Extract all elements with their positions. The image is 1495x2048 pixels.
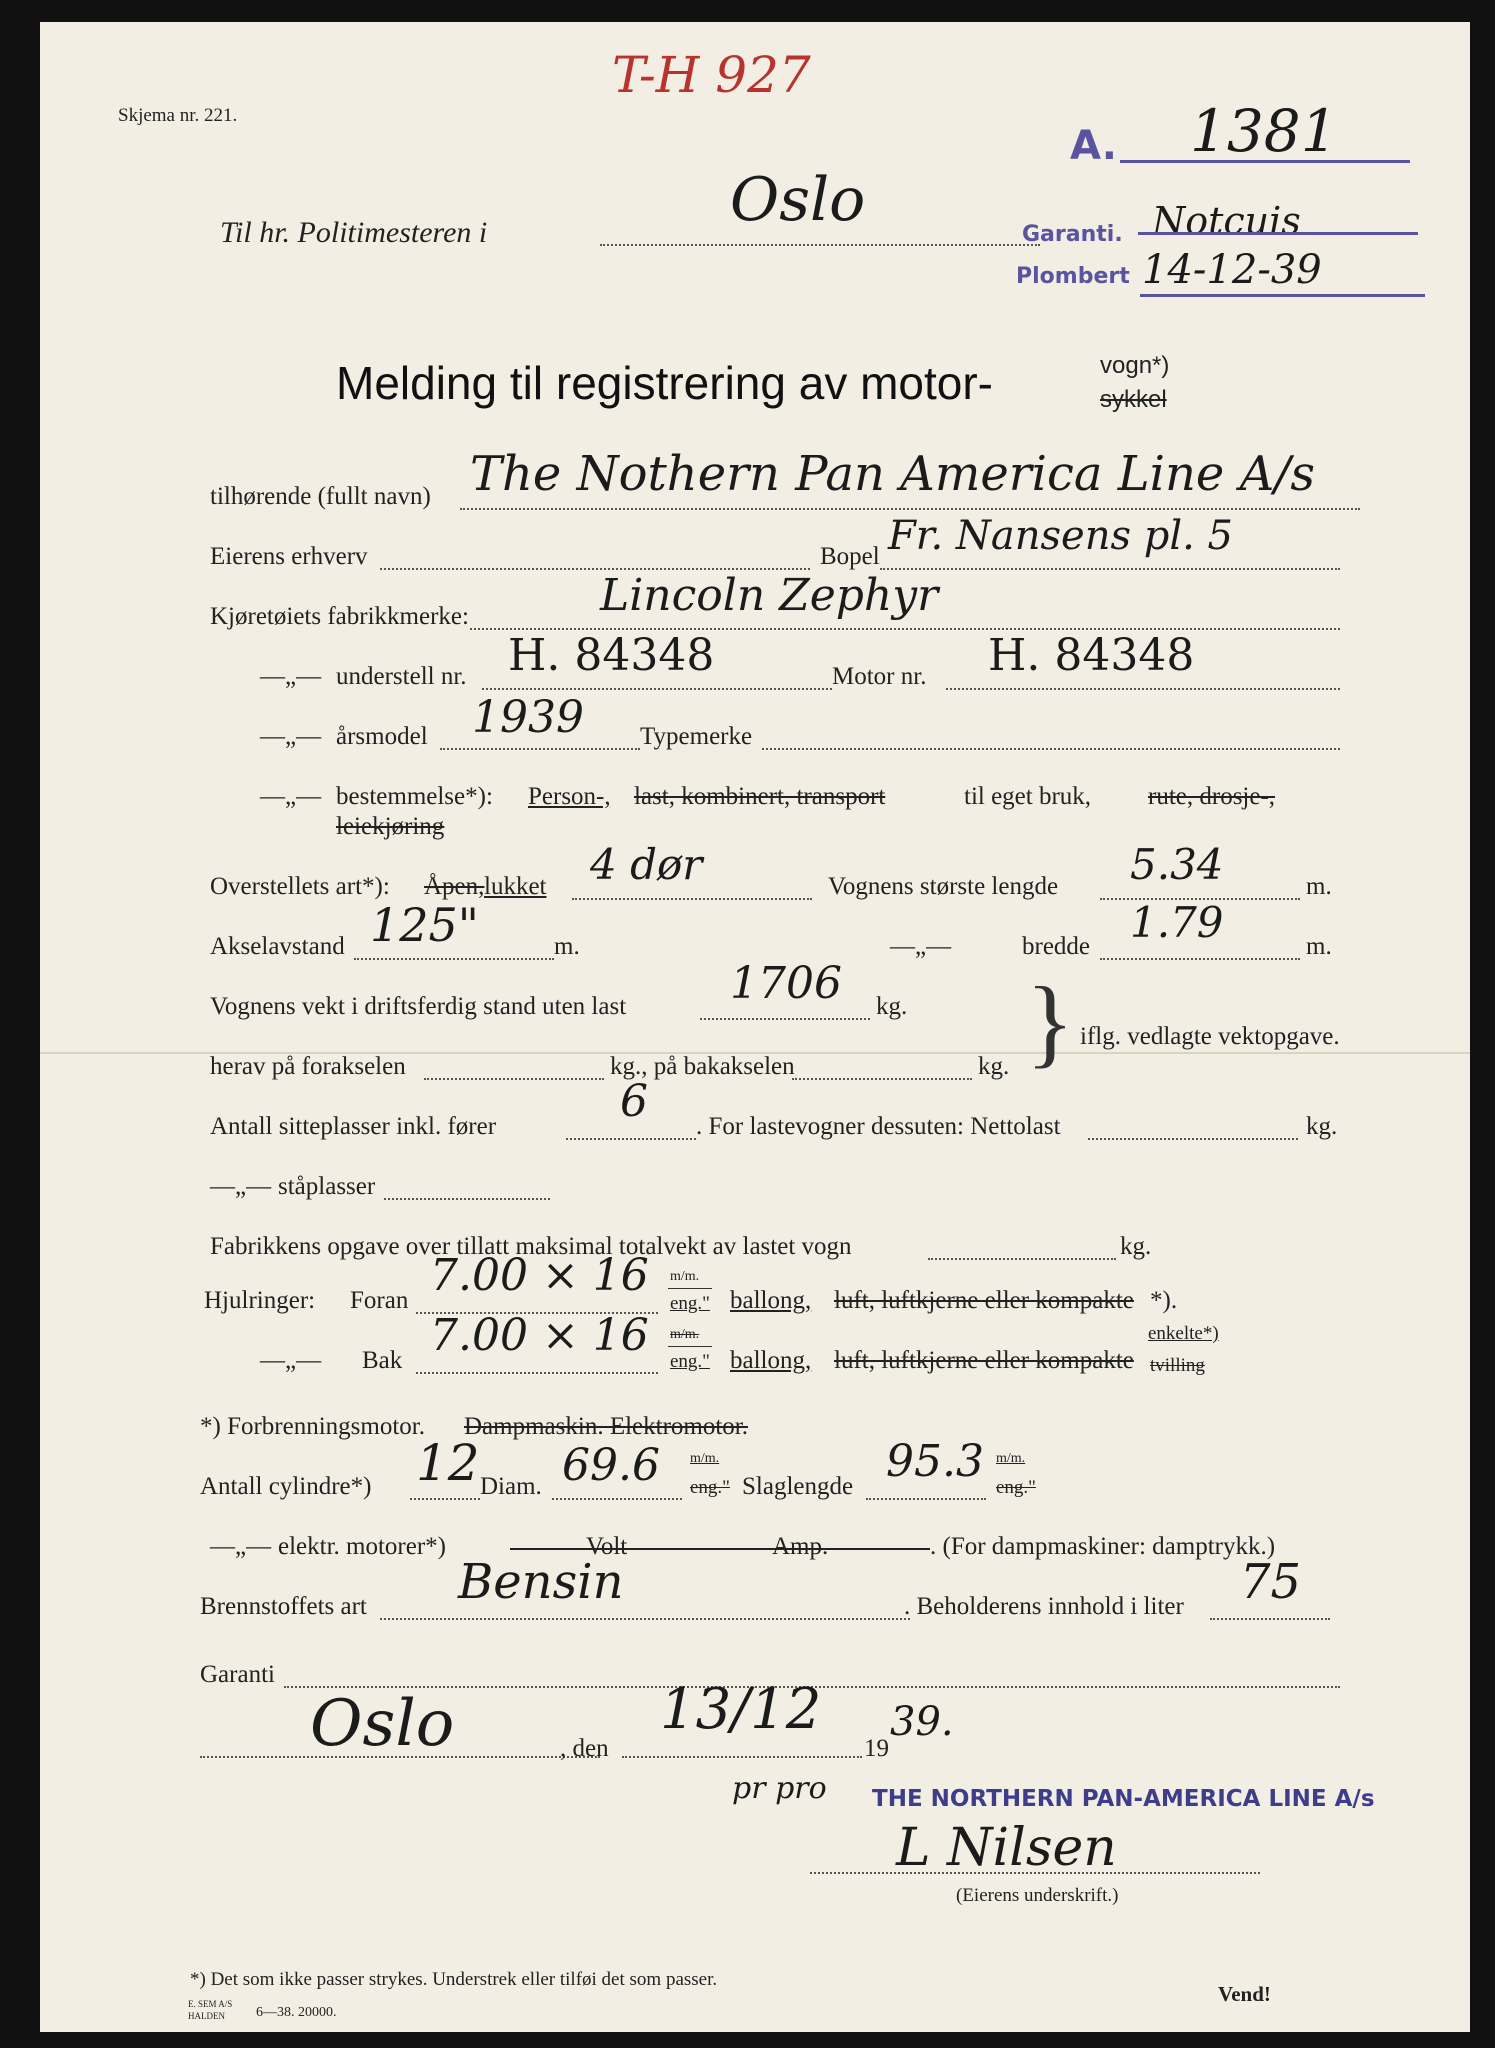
electric-strike-line <box>510 1548 930 1550</box>
den-label: , den <box>560 1735 609 1762</box>
guarantee-label: Garanti <box>200 1661 275 1688</box>
type-label: Typemerke <box>640 723 753 750</box>
reg-prefix-stamp: A. <box>1070 123 1117 169</box>
printer-name: E. SEM A/S <box>188 1999 233 2009</box>
width-line <box>1100 958 1300 960</box>
seats-line <box>566 1138 696 1140</box>
front-axle-line <box>424 1078 604 1080</box>
red-note: T-H 927 <box>612 46 811 104</box>
plombert-date: 14-12-39 <box>1142 247 1322 293</box>
stroke-value: 95.3 <box>886 1436 984 1487</box>
width-label: bredde <box>1022 933 1091 960</box>
engine-struck: Dampmaskin. Elektromotor. <box>464 1413 748 1440</box>
motor-label: Motor nr. <box>832 663 927 690</box>
front-tyre-struck: luft, luftkjerne eller kompakte <box>834 1287 1134 1314</box>
type-line <box>762 748 1340 750</box>
lorry-label: . For lastevogner dessuten: Nettolast <box>696 1113 1061 1140</box>
single-label: enkelte*) <box>1148 1323 1219 1344</box>
brace: } <box>1026 966 1074 1077</box>
signature: L Nilsen <box>896 1818 1117 1878</box>
length-label: Vognens største lengde <box>828 873 1059 900</box>
purpose-label: bestemmelse*): <box>336 783 493 810</box>
plombert-stamp: Plombert <box>1016 264 1130 289</box>
rear-tyre-value: 7.00 × 16 <box>430 1310 649 1361</box>
plombert-stamp-line <box>1140 294 1425 297</box>
cylinders-label: Antall cylindre*) <box>200 1473 372 1500</box>
chassis-label: understell nr. <box>336 663 467 690</box>
pr-pro: pr pro <box>732 1771 827 1806</box>
front-tyre-value: 7.00 × 16 <box>430 1250 649 1301</box>
city-line <box>600 244 1040 246</box>
title-option-sykkel: sykkel <box>1100 386 1167 413</box>
width-value: 1.79 <box>1130 898 1224 947</box>
purpose-own-use: til eget bruk, <box>964 783 1092 810</box>
body-line <box>572 898 812 900</box>
year-prefix: 19 <box>864 1735 889 1762</box>
diam-line <box>552 1498 682 1500</box>
net-load-unit: kg. <box>1306 1113 1338 1140</box>
width-unit: m. <box>1306 933 1332 960</box>
wheelbase-unit: m. <box>554 933 580 960</box>
standing-label: ståplasser <box>278 1173 376 1200</box>
chassis-value: H. 84348 <box>508 630 715 681</box>
owner-value: The Nothern Pan America Line A/s <box>470 446 1316 502</box>
body-struck: Åpen, <box>424 873 485 900</box>
year-label: årsmodel <box>336 723 428 750</box>
ditto-rear-tyre: —„— <box>260 1347 322 1374</box>
cylinders-value: 12 <box>416 1434 480 1492</box>
motor-line <box>946 688 1340 690</box>
front-unit-rule <box>668 1288 712 1289</box>
purpose-struck-3: leiekjøring <box>336 813 445 840</box>
garanti-stamp: Garanti. <box>1022 222 1123 247</box>
diam-unit-mm: m/m. <box>690 1451 720 1466</box>
max-weight-label: Fabrikkens opgave over tillatt maksimal totalvekt av lastet vogn <box>210 1233 852 1260</box>
ditto-chassis: —„— <box>260 663 322 690</box>
residence-label: Bopel <box>820 543 880 570</box>
ditto-electric: —„— <box>210 1533 272 1560</box>
purpose-struck-1: last, kombinert, transport <box>634 783 886 810</box>
make-label: Kjøretøiets fabrikkmerke: <box>210 603 469 630</box>
body-value: 4 dør <box>590 840 703 889</box>
make-value: Lincoln Zephyr <box>600 570 939 621</box>
wheelbase-value: 125" <box>370 898 479 952</box>
date-value: 13/12 <box>660 1677 822 1742</box>
cylinders-line <box>410 1498 480 1500</box>
electric-label: elektr. motorer*) <box>278 1533 446 1560</box>
printer-city: HALDEN <box>188 2011 225 2021</box>
wheelbase-label: Akselavstand <box>210 933 345 960</box>
motor-value: H. 84348 <box>988 630 1195 681</box>
garanti-stamp-line <box>1138 232 1418 235</box>
form-number: Skjema nr. 221. <box>118 105 238 126</box>
title-option-vogn: vogn*) <box>1100 352 1170 379</box>
registration-form <box>40 22 1470 2032</box>
front-unit-eng: eng." <box>670 1293 710 1314</box>
net-load-line <box>1088 1138 1298 1140</box>
owner-label: tilhørende (fullt navn) <box>210 483 431 510</box>
tank-label: . Beholderens innhold i liter <box>904 1593 1184 1620</box>
year-value: 1939 <box>472 692 584 743</box>
signature-caption: (Eierens underskrift.) <box>956 1885 1119 1906</box>
front-axle-label: herav på forakselen <box>210 1053 406 1080</box>
weight-unit: kg. <box>876 993 908 1020</box>
stroke-unit-mm: m/m. <box>996 1451 1026 1466</box>
rear-axle-label: kg., på bakakselen <box>610 1053 795 1080</box>
length-unit: m. <box>1306 873 1332 900</box>
fuel-value: Bensin <box>458 1554 624 1610</box>
reg-number: 1381 <box>1190 97 1338 165</box>
rear-tyre-struck: luft, luftkjerne eller kompakte <box>834 1347 1134 1374</box>
weights-note: iflg. vedlagte vektopgave. <box>1080 1023 1340 1050</box>
purpose-struck-2: rute, drosje-, <box>1148 783 1276 810</box>
turn-over: Vend! <box>1218 1982 1271 2006</box>
purpose-person: Person-, <box>528 783 611 810</box>
footnote: *) Det som ikke passer strykes. Understrek eller tilføi det som passer. <box>190 1969 718 1990</box>
tank-line <box>1210 1618 1330 1620</box>
body-closed: lukket <box>484 873 547 900</box>
print-info: 6—38. 20000. <box>256 2005 337 2020</box>
city-value: Oslo <box>730 165 866 235</box>
front-tyre-label: Foran <box>350 1287 409 1314</box>
year-line <box>440 748 640 750</box>
front-tyre-suffix: *). <box>1150 1287 1178 1314</box>
ditto-purpose: —„— <box>260 783 322 810</box>
diam-value: 69.6 <box>562 1440 660 1491</box>
place-value: Oslo <box>310 1687 455 1761</box>
engine-label: *) Forbrenningsmotor. <box>200 1413 425 1440</box>
ditto-standing: —„— <box>210 1173 272 1200</box>
fuel-label: Brennstoffets art <box>200 1593 367 1620</box>
owner-line <box>460 508 1360 510</box>
date-line <box>622 1756 862 1758</box>
front-unit-mm: m/m. <box>670 1269 700 1284</box>
rear-axle-unit: kg. <box>978 1053 1010 1080</box>
company-stamp: THE NORTHERN PAN-AMERICA LINE A/s <box>872 1786 1375 1812</box>
front-balloon: ballong, <box>730 1287 812 1314</box>
rear-tyre-label: Bak <box>362 1347 403 1374</box>
stroke-label: Slaglengde <box>742 1473 854 1500</box>
rear-tyre-line <box>416 1372 658 1374</box>
rear-axle-line <box>792 1078 972 1080</box>
diam-unit-eng: eng." <box>690 1477 730 1498</box>
body-label: Overstellets art*): <box>210 873 390 900</box>
addressee-label: Til hr. Politimesteren i <box>220 216 488 249</box>
rear-balloon: ballong, <box>730 1347 812 1374</box>
max-weight-line <box>928 1258 1116 1260</box>
occupation-label: Eierens erhverv <box>210 543 368 570</box>
ditto-width: —„— <box>890 933 952 960</box>
tyres-label: Hjulringer: <box>204 1287 316 1314</box>
volt-label: Volt <box>586 1533 628 1560</box>
length-value: 5.34 <box>1130 840 1224 889</box>
rear-unit-eng: eng." <box>670 1351 710 1372</box>
wheelbase-line <box>354 958 554 960</box>
rear-unit-rule <box>668 1346 712 1347</box>
rear-unit-mm: m/m. <box>670 1327 700 1342</box>
residence-value: Fr. Nansens pl. 5 <box>888 513 1233 559</box>
seats-value: 6 <box>620 1076 648 1127</box>
ditto-year: —„— <box>260 723 322 750</box>
year-suffix: 39. <box>890 1699 954 1745</box>
standing-line <box>384 1198 550 1200</box>
weight-value: 1706 <box>730 958 842 1009</box>
tank-value: 75 <box>1240 1554 1302 1610</box>
weight-label: Vognens vekt i driftsferdig stand uten last <box>210 993 627 1020</box>
twin-label: tvilling <box>1150 1355 1205 1376</box>
chassis-line <box>482 688 832 690</box>
diam-label: Diam. <box>480 1473 542 1500</box>
seats-label: Antall sitteplasser inkl. fører <box>210 1113 497 1140</box>
fuel-line <box>380 1618 910 1620</box>
amp-label: Amp. <box>772 1533 829 1560</box>
max-weight-unit: kg. <box>1120 1233 1152 1260</box>
residence-line <box>880 568 1340 570</box>
weight-line <box>700 1018 870 1020</box>
garanti-handwritten: Notcuis <box>1152 199 1301 243</box>
form-title: Melding til registrering av motor- <box>336 357 994 409</box>
stroke-line <box>866 1498 986 1500</box>
steam-label: . (For dampmaskiner: damptrykk.) <box>930 1533 1276 1560</box>
stroke-unit-eng: eng." <box>996 1477 1036 1498</box>
